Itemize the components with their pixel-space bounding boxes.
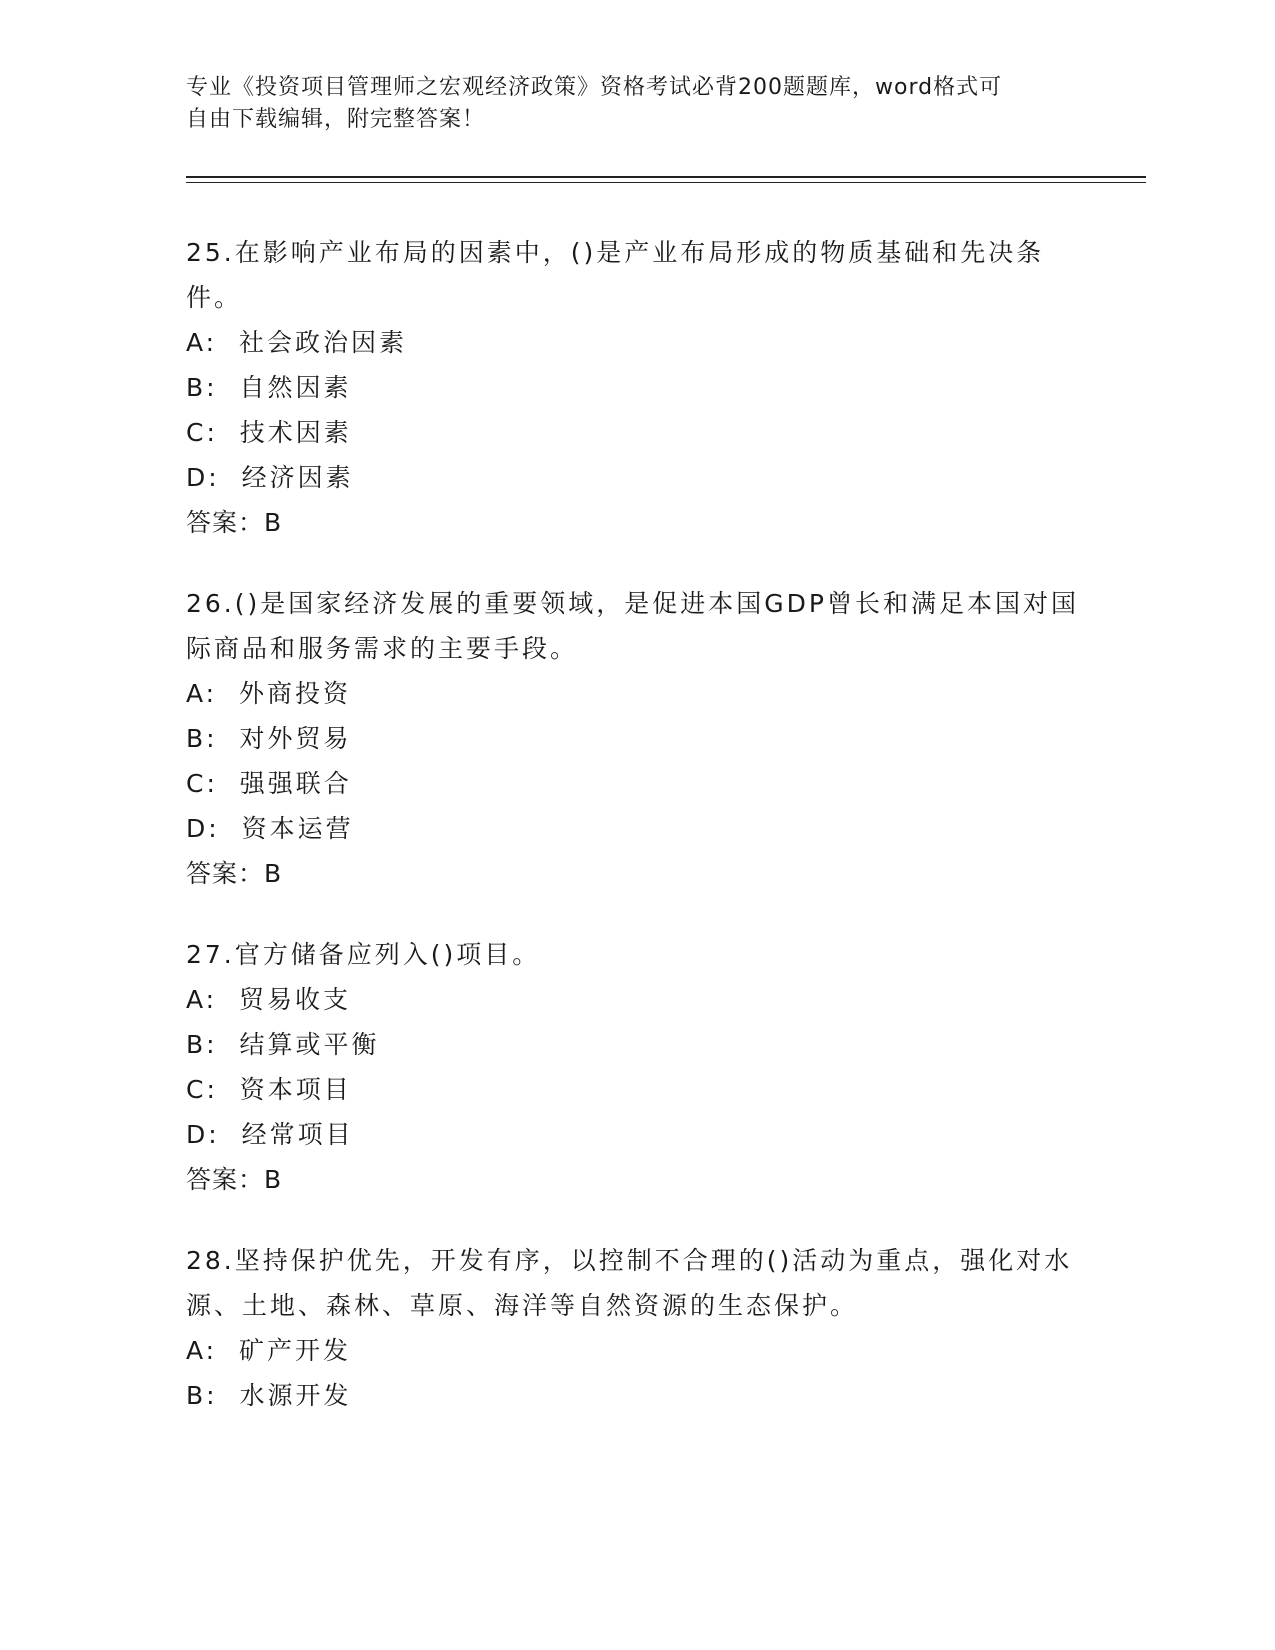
answer-line: 答案：B: [186, 859, 283, 888]
option-b: B: 对外贸易: [186, 724, 352, 753]
option-d: D: 经常项目: [186, 1120, 354, 1149]
question-25: [186, 230, 1086, 545]
option-d: D: 资本运营: [186, 814, 354, 843]
question-28: [186, 1238, 1086, 1418]
question-stem: 28.坚持保护优先，开发有序，以控制不合理的()活动为重点，强化对水源、土地、森林、草原、海洋等自然资源的生态保护。: [186, 1246, 1073, 1320]
header-divider-thin: [186, 182, 1146, 183]
option-a: A: 贸易收支: [186, 985, 351, 1014]
option-b: B: 自然因素: [186, 373, 352, 402]
header-line-2: 自由下载编辑，附完整答案！: [186, 107, 486, 132]
document-header: [186, 72, 1066, 136]
option-b: B: 水源开发: [186, 1381, 352, 1410]
option-c: C: 资本项目: [186, 1075, 352, 1104]
question-stem: 26.()是国家经济发展的重要领域，是促进本国GDP曾长和满足本国对国际商品和服务需求的主要手段。: [186, 589, 1079, 663]
option-c: C: 强强联合: [186, 769, 352, 798]
option-b: B: 结算或平衡: [186, 1030, 380, 1059]
header-line-1: 专业《投资项目管理师之宏观经济政策》资格考试必背200题题库，word格式可: [186, 75, 1003, 100]
question-stem: 25.在影响产业布局的因素中，()是产业布局形成的物质基础和先决条件。: [186, 238, 1045, 312]
option-a: A: 社会政治因素: [186, 328, 407, 357]
header-divider-thick: [186, 176, 1146, 178]
option-c: C: 技术因素: [186, 418, 352, 447]
question-stem: 27.官方储备应列入()项目。: [186, 940, 541, 969]
question-27: [186, 932, 1086, 1202]
answer-line: 答案：B: [186, 508, 283, 537]
question-list: [186, 230, 1086, 1454]
answer-line: 答案：B: [186, 1165, 283, 1194]
option-a: A: 矿产开发: [186, 1336, 351, 1365]
option-a: A: 外商投资: [186, 679, 351, 708]
question-26: [186, 581, 1086, 896]
option-d: D: 经济因素: [186, 463, 354, 492]
